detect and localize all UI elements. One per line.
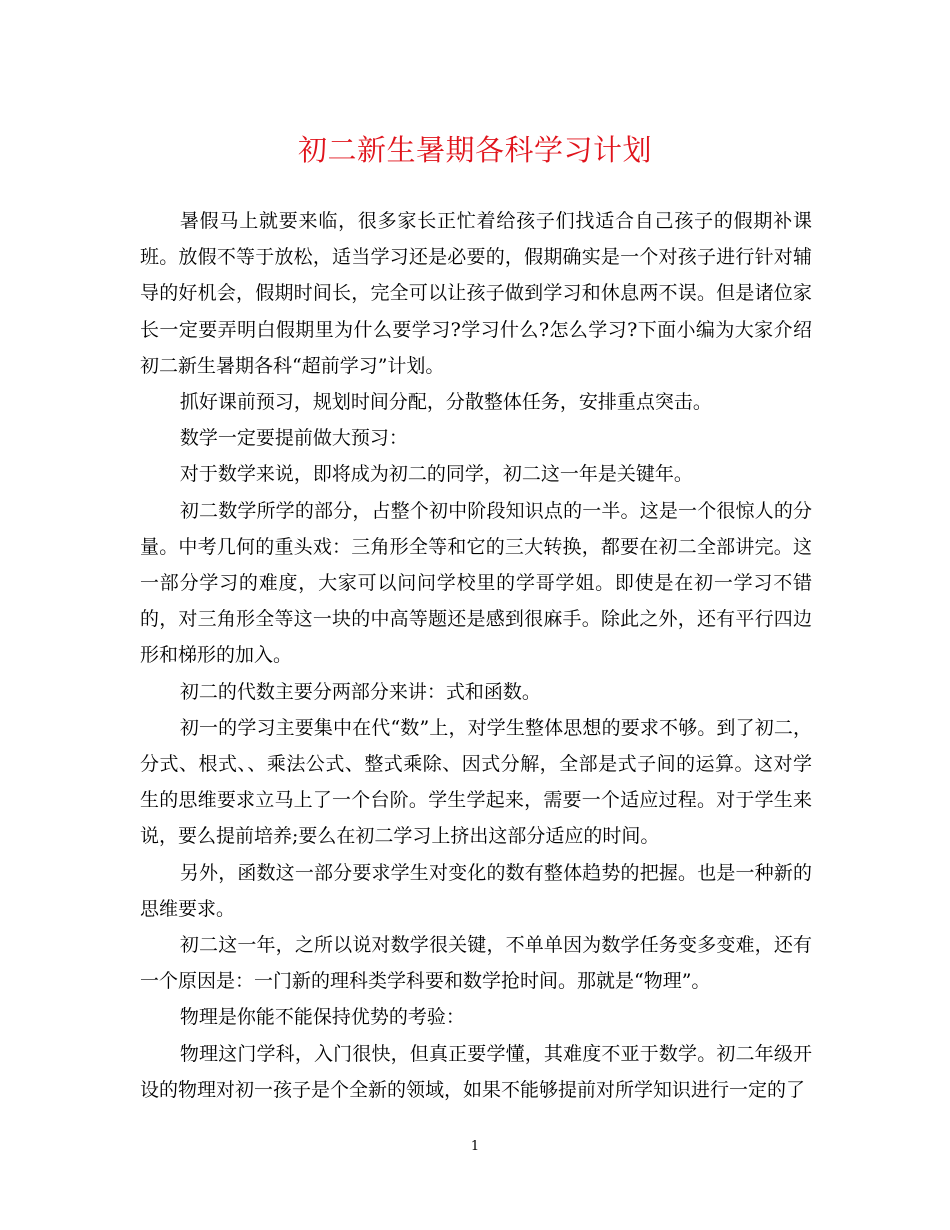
document-body bbox=[140, 203, 812, 1108]
paragraph-algebra-detail: 初一的学习主要集中在代“数”上，对学生整体思想的要求不够。到了初二，分式、根式、、乘法公式、整式乘除、因式分解，全部是式子间的运算。这对学生的思维要求立马上了一个台阶。学生学起来，需要一个适应过程。对于学生来说，要么提前培养;要么在初二学习上挤出这部分适应的时间。 bbox=[140, 716, 812, 848]
document-title: 初二新生暑期各科学习计划 bbox=[297, 133, 652, 167]
page-number: 1 bbox=[470, 1139, 480, 1154]
paragraph-math-geometry: 初二数学所学的部分，占整个初中阶段知识点的一半。这是一个很惊人的分量。中考几何的重头戏：三角形全等和它的三大转换，都要在初二全部讲完。这一部分学习的难度，大家可以问问学校里的学哥学姐。即使是在初一学习不错的，对三角形全等这一块的中高等题还是感到很麻手。除此之外，还有平行四边形和梯形的加入。 bbox=[140, 499, 812, 667]
paragraph-summary: 抓好课前预习，规划时间分配，分散整体任务，安排重点突击。 bbox=[179, 391, 712, 414]
paragraph-algebra-intro: 初二的代数主要分两部分来讲：式和函数。 bbox=[179, 680, 541, 703]
paragraph-physics-heading: 物理是你能不能保持优势的考验： bbox=[179, 1006, 465, 1029]
paragraph-intro: 暑假马上就要来临，很多家长正忙着给孩子们找适合自己孩子的假期补课班。放假不等于放松，适当学习还是必要的，假期确实是一个对孩子进行针对辅导的好机会，假期时间长，完全可以让孩子做到学习和休息两不误。但是诸位家长一定要弄明白假期里为什么要学习?学习什么?怎么学习?下面小编为大家介绍初二新生暑期各科“超前学习”计划。 bbox=[140, 210, 812, 377]
paragraph-physics-detail: 物理这门学科，入门很快，但真正要学懂，其难度不亚于数学。初二年级开设的物理对初一孩子是个全新的领域，如果不能够提前对所学知识进行一定的了 bbox=[140, 1042, 812, 1101]
paragraph-functions: 另外，函数这一部分要求学生对变化的数有整体趋势的把握。也是一种新的思维要求。 bbox=[140, 861, 812, 920]
paragraph-math-key-year: 对于数学来说，即将成为初二的同学，初二这一年是关键年。 bbox=[179, 463, 693, 486]
paragraph-physics-reason: 初二这一年，之所以说对数学很关键，不单单因为数学任务变多变难，还有一个原因是：一门新的理科类学科要和数学抢时间。那就是“物理”。 bbox=[140, 934, 812, 993]
paragraph-math-heading: 数学一定要提前做大预习： bbox=[179, 427, 408, 450]
